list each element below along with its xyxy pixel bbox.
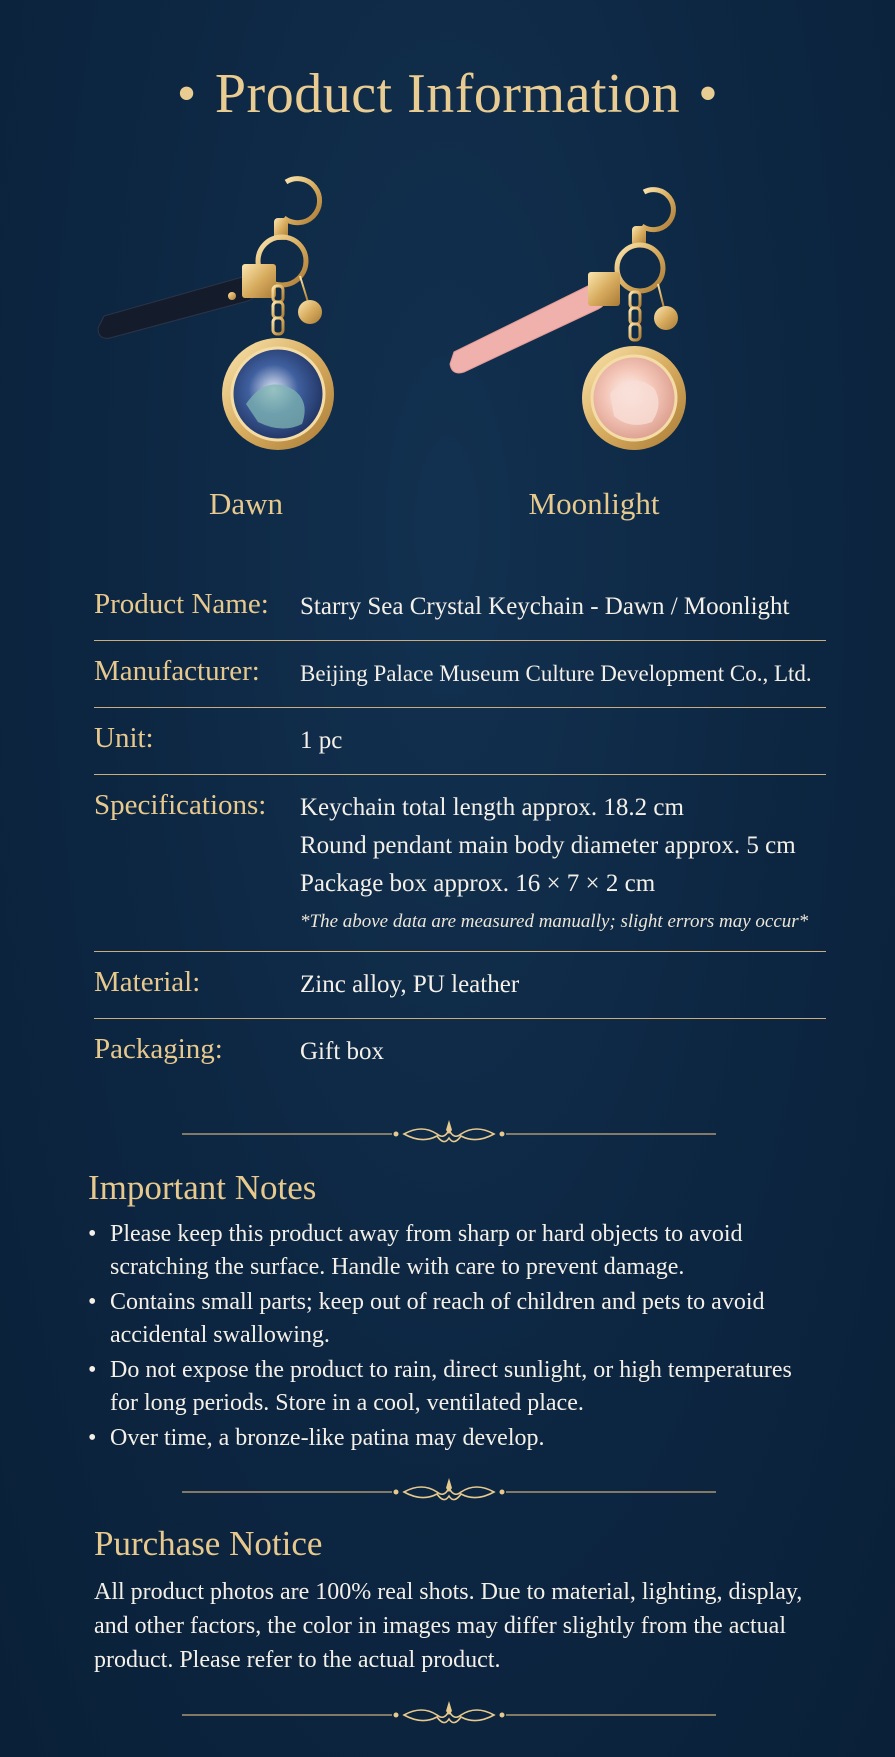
important-notes-list	[88, 1218, 808, 1457]
product-name-moonlight: Moonlight	[528, 486, 660, 521]
spec-line: Package box approx. 16 × 7 × 2 cm	[300, 870, 656, 897]
spec-value: Starry Sea Crystal Keychain - Dawn / Moonlight	[300, 593, 790, 620]
product-name-dawn: Dawn	[208, 486, 284, 521]
keychain-moonlight-image	[444, 168, 744, 478]
ornament-divider-icon	[182, 1474, 716, 1510]
spec-label: Unit:	[94, 722, 154, 754]
spec-note: *The above data are measured manually; slight errors may occur*	[300, 911, 809, 932]
spec-value-list	[300, 789, 808, 937]
list-item: • Please keep this product away from sharp or hard objects to avoid scratching the surface. Handle with care to prevent damage.	[88, 1218, 808, 1284]
spec-line: Keychain total length approx. 18.2 cm	[300, 794, 684, 821]
spec-label: Product Name:	[94, 588, 269, 620]
purchase-notice-title: Purchase Notice	[94, 1524, 323, 1563]
list-item: • Over time, a bronze-like patina may develop.	[88, 1422, 808, 1455]
specs-table	[94, 574, 826, 1085]
keychain-dawn-image	[96, 168, 396, 478]
spec-label: Specifications:	[94, 789, 267, 821]
title-dot-left: •	[176, 63, 197, 125]
spec-label: Material:	[94, 966, 201, 998]
spec-row-specifications	[94, 775, 826, 952]
spec-value: 1 pc	[300, 727, 343, 754]
spec-label: Packaging:	[94, 1033, 223, 1065]
ornament-divider-icon	[182, 1697, 716, 1733]
list-item: • Contains small parts; keep out of reach of children and pets to avoid accidental swallowing.	[88, 1286, 808, 1352]
spec-line: Round pendant main body diameter approx. 5 cm	[300, 832, 796, 859]
title-dot-right: •	[698, 63, 719, 125]
purchase-notice-text: All product photos are 100% real shots. Due to material, lighting, display, and other factors, the color in images may differ slightly from the actual product. Please refer to the actual product.	[94, 1579, 803, 1673]
spec-row-product-name	[94, 574, 826, 641]
page-title	[0, 62, 895, 126]
spec-row-material	[94, 952, 826, 1019]
spec-label: Manufacturer:	[94, 655, 260, 687]
spec-row-unit	[94, 708, 826, 775]
spec-value: Gift box	[300, 1038, 385, 1065]
product-moonlight	[444, 168, 744, 522]
spec-value: Zinc alloy, PU leather	[300, 971, 520, 998]
ornament-divider-icon	[182, 1116, 716, 1152]
spec-row-manufacturer	[94, 641, 826, 708]
product-dawn	[96, 168, 396, 522]
spec-value: Beijing Palace Museum Culture Development Co., Ltd.	[300, 661, 812, 686]
list-item: • Do not expose the product to rain, direct sunlight, or high temperatures for long periods. Store in a cool, ventilated place.	[88, 1354, 808, 1420]
important-notes-title: Important Notes	[88, 1168, 317, 1207]
title-text: Product Information	[214, 63, 681, 125]
spec-row-packaging	[94, 1019, 826, 1085]
